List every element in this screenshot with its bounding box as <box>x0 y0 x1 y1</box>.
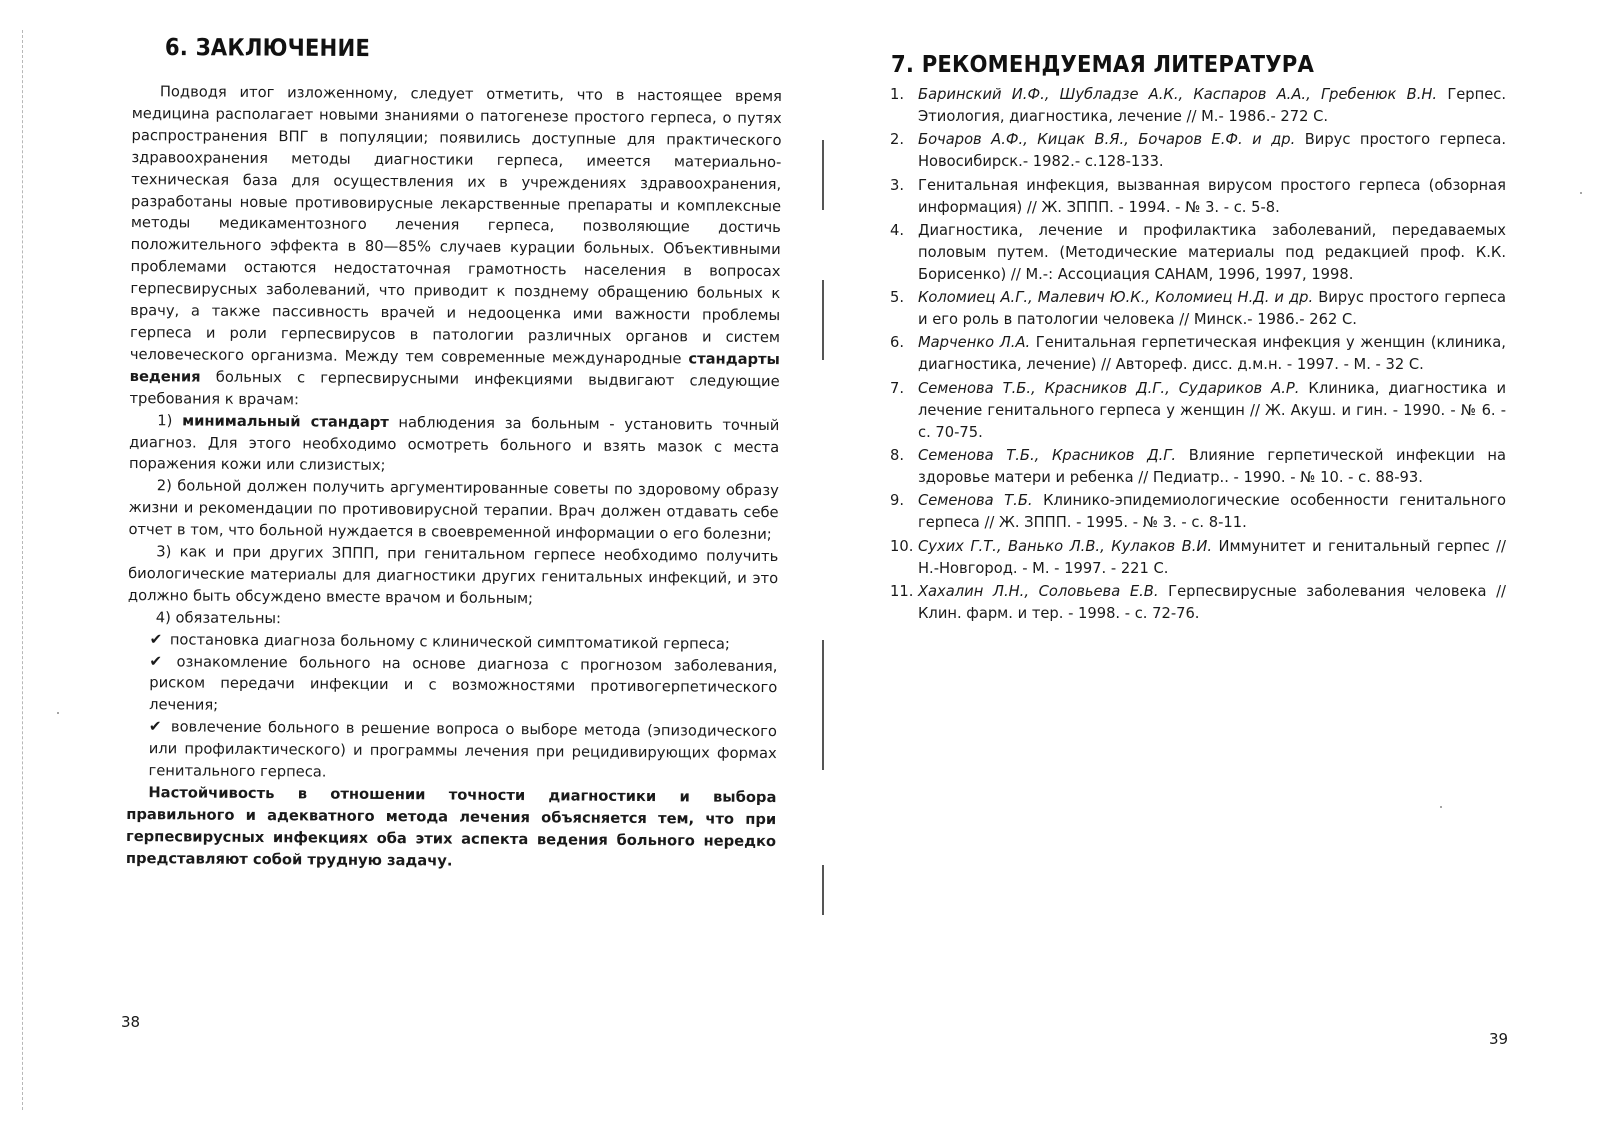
intro-text-b: больных с герпесвирусными инфекциями выдвигают следующие требования к врачам: <box>129 368 780 409</box>
reference-text: Диагностика, лечение и профилактика заболеваний, передаваемых половым путем. (Методические материалы под редакцией проф. К.К. Борисенко) // М.-: Ассоциация САНАМ, 1996, 1997, 1998. <box>918 221 1506 283</box>
reference-number: 4. <box>890 221 905 239</box>
reference-number: 11. <box>890 582 914 600</box>
reference-list <box>890 84 1506 626</box>
reference-item <box>890 332 1506 376</box>
reference-item <box>890 581 1506 625</box>
reference-item <box>890 84 1506 128</box>
reference-text: Генитальная инфекция, вызванная вирусом простого герпеса (обзорная информация) // Ж. ЗППП. - 1994. - № 3. - с. 5-8. <box>918 176 1506 216</box>
scan-speck <box>57 712 59 714</box>
requirement-item-2: 2) больной должен получить аргументированные советы по здоровому образу жизни и рекомендации по противовирусной терапии. Врач должен отдавать себе отчет в том, что больной нуждается в своевременной информации о его болезни; <box>128 477 779 544</box>
reference-item <box>890 175 1506 219</box>
reference-text: Влияние герпетической инфекции на здоровье матери и ребенка // Педиатр.. - 1990. - № 10. - с. 88-93. <box>918 447 1506 486</box>
intro-text-a: Подводя итог изложенному, следует отметить, что в настоящее время медицина располагает новыми знаниями о патогенезе простого герпеса, о путях распространения ВПГ в популяции; появились доступные для практического здравоохранения методы диагностики герпеса, имеется материально-техническая база для осуществления их в учреждениях здравоохранения, разработаны новые противовирусные лекарственные препараты и комплексные методы медикаментозного лечения герпеса, позволяющие достичь положительного эффекта в 80—85% случаев курации больных. Объективными проблемами остаются недостаточная грамотность населения в вопросах герпесвирусных заболеваний, что приводит к позднему обращению больных к врачу, а также пассивность врачей и недооценка ими важности проблемы герпеса и роли герпесвирусов в патологии различных органов и систем человеческого организма. Между тем современные международные <box>129 83 782 368</box>
check-item <box>126 716 776 787</box>
section-heading-conclusion: 6. ЗАКЛЮЧЕНИЕ <box>164 33 371 63</box>
reference-item <box>890 129 1506 173</box>
reference-text: Герпесвирусные заболевания человека // Клин. фарм. и тер. - 1998. - с. 72-76. <box>918 582 1506 622</box>
reference-item <box>890 378 1506 444</box>
reference-number: 3. <box>890 176 905 194</box>
reference-item <box>890 445 1506 489</box>
reference-authors: Сухих Г.Т., Ванько Л.В., Кулаков В.И. <box>918 537 1213 555</box>
requirement-item-3: 3) как и при других ЗППП, при генитальном герпесе необходимо получить биологические материалы для диагностики других генитальных инфекций, и это должно быть обсуждено вместе врачом и больным; <box>127 543 779 608</box>
check-item-text: постановка диагноза больному с клинической симптоматикой герпеса; <box>169 630 730 653</box>
reference-authors: Коломиец А.Г., Малевич Ю.К., Коломиец Н.Д. и др. <box>918 289 1314 307</box>
page-number-right: 39 <box>1489 1030 1509 1048</box>
section-heading-references: 7. РЕКОМЕНДУЕМАЯ ЛИТЕРАТУРА <box>891 50 1315 78</box>
reference-item <box>890 490 1506 534</box>
reference-number: 6. <box>890 334 905 352</box>
intro-paragraph <box>129 81 782 415</box>
reference-text: Герпес. Этиология, диагностика, лечение // М.- 1986.- 272 С. <box>918 86 1507 125</box>
reference-number: 5. <box>890 289 905 307</box>
item-number: 1) <box>157 411 173 429</box>
reference-item <box>890 220 1506 286</box>
page-number-left: 38 <box>121 1013 141 1031</box>
reference-text: Вирус простого герпеса и его роль в патологии человека // Минск.- 1986.- 262 С. <box>918 289 1506 329</box>
reference-text: Иммунитет и генитальный герпес // Н.-Новгород. - М. - 1997. - 221 С. <box>918 537 1506 577</box>
reference-authors: Бочаров А.Ф., Кицак В.Я., Бочаров Е.Ф. и др. <box>918 131 1296 149</box>
reference-number: 10. <box>890 537 914 555</box>
conclusion-body <box>126 81 782 875</box>
check-item-text: ознакомление больного на основе диагноза с прогнозом заболевания, риском передачи инфекции и с возможностями противогерпетического лечения; <box>149 652 778 715</box>
checkmark-icon: ✔ <box>148 717 162 736</box>
checkmark-icon: ✔ <box>149 629 163 648</box>
reference-item <box>890 536 1506 580</box>
reference-number: 8. <box>890 447 905 464</box>
reference-authors: Баринский И.Ф., Шубладзе А.К., Каспаров А.А., Гребенюк В.Н. <box>918 86 1438 103</box>
reference-text: Генитальная герпетическая инфекция у женщин (клиника, диагностика, лечение) // Автореф. дисс. д.м.н. - 1997. - М. - 32 С. <box>918 334 1506 374</box>
reference-number: 9. <box>890 492 905 510</box>
reference-number: 2. <box>890 131 905 149</box>
reference-number: 1. <box>890 86 905 103</box>
reference-text: Клинико-эпидемиологические особенности генитального герпеса // Ж. ЗППП. - 1995. - № 3. - с. 8-11. <box>918 492 1506 532</box>
item1-bold-term: минимальный стандарт <box>182 411 389 431</box>
reference-authors: Семенова Т.Б., Красников Д.Г., Судариков А.Р. <box>918 379 1300 397</box>
conclusion-bold-paragraph: Настойчивость в отношении точности диагностики и выбора правильного и адекватного метода лечения объясняется тем, что при герпесвирусных инфекциях оба этих аспекта ведения больного нередко представляют собой трудную задачу. <box>125 784 777 870</box>
reference-text: Клиника, диагностика и лечение генитального герпеса у женщин // Ж. Акуш. и гин. - 1990. - № 6. - с. 70-75. <box>918 379 1506 441</box>
checkmark-icon: ✔ <box>149 651 163 670</box>
reference-authors: Марченко Л.А. <box>918 334 1031 352</box>
reference-authors: Семенова Т.Б. <box>918 492 1033 510</box>
item1-text: наблюдения за больным - установить точный диагноз. Для этого необходимо осмотреть больного и взять мазок с места поражения кожи или слизистых; <box>128 413 780 475</box>
check-item-text: вовлечение больного в решение вопроса о выборе метода (эпизодического или профилактического) и программы лечения при рецидивирующих формах генитального герпеса. <box>148 718 777 781</box>
intro-bold-term: стандарты ведения <box>129 350 780 386</box>
reference-text: Вирус простого герпеса. Новосибирск.- 1982.- с.128-133. <box>918 131 1507 171</box>
requirement-item-1 <box>129 410 779 481</box>
reference-number: 7. <box>890 379 905 397</box>
reference-authors: Семенова Т.Б., Красников Д.Г. <box>918 447 1177 464</box>
reference-item <box>890 287 1506 331</box>
check-item <box>127 651 777 722</box>
left-page <box>0 0 800 1132</box>
requirement-item-4: 4) обязательны: <box>155 608 282 627</box>
scan-edge-line <box>22 30 23 1110</box>
reference-authors: Хахалин Л.Н., Соловьева Е.В. <box>918 582 1159 600</box>
